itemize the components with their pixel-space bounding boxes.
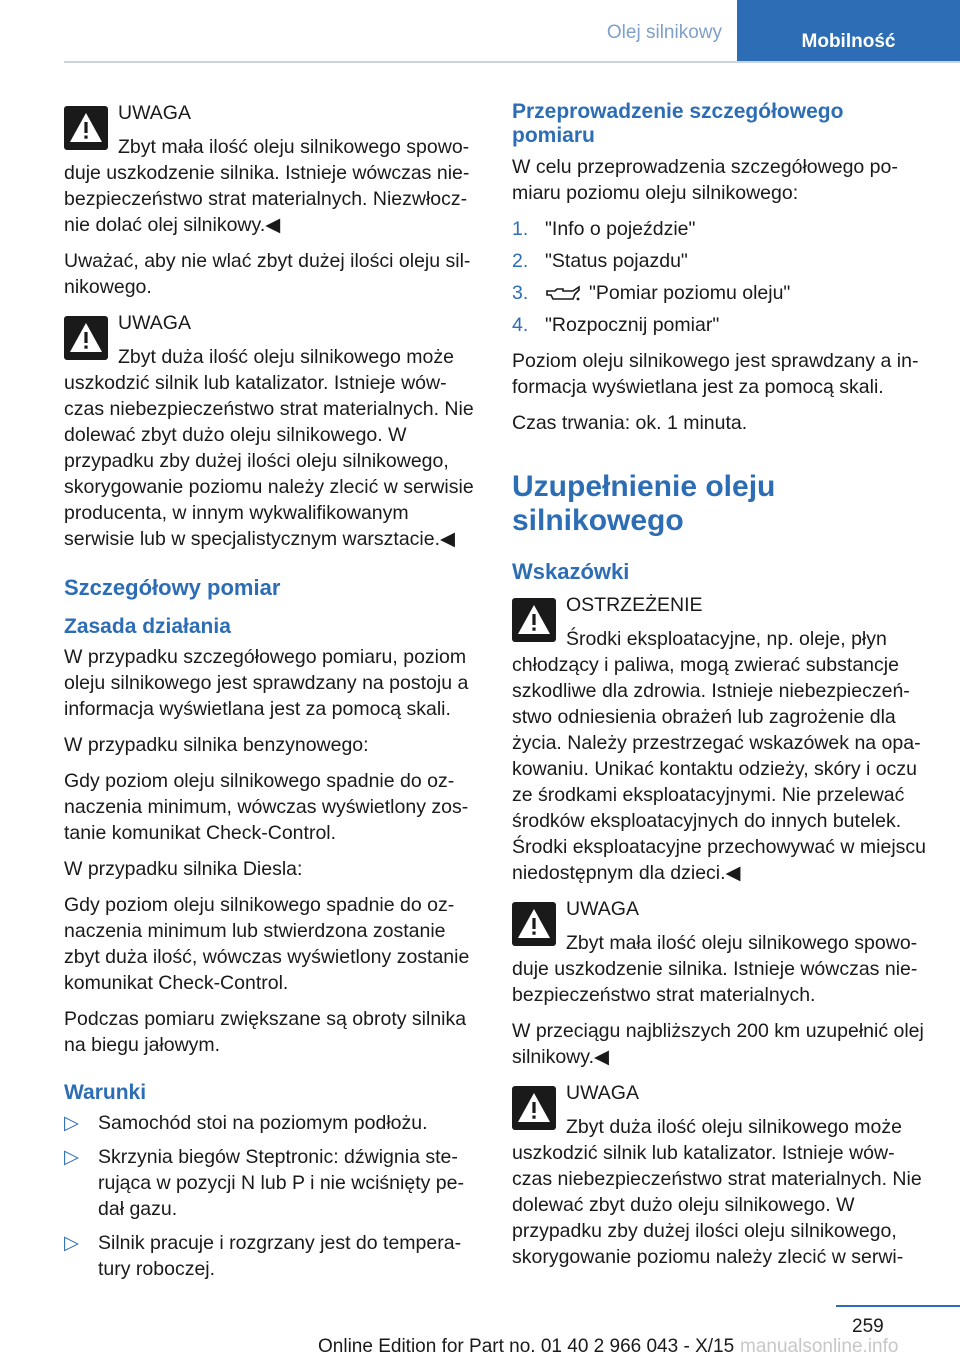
subsection-heading: Zasada działania: [64, 615, 231, 638]
list-item-text: Skrzynia biegów Steptronic: dźwignia sterująca w pozycji N lub P i nie wciśnięty pedał gazu.: [98, 1146, 464, 1220]
paragraph: Gdy poziom oleju silnikowego spadnie do oznaczenia minimum, wówczas wyświetlony zostanie komunikat Check-Control.: [64, 770, 469, 844]
paragraph: Podczas pomiaru zwiększane są obroty silnika na biegu jałowym.: [64, 1008, 467, 1056]
list-item: [64, 1230, 477, 1282]
subsection-heading: Przeprowadzenie szczegółowego pomiaru: [512, 100, 844, 147]
step-number: 2.: [512, 250, 529, 272]
step-text: "Rozpocznij pomiar": [545, 314, 720, 336]
paragraph: W celu przeprowadzenia szczegółowego pomiaru poziomu oleju silnikowego:: [512, 156, 898, 204]
warning-block: [512, 1080, 926, 1270]
list-item: [512, 312, 926, 338]
step-number: 3.: [512, 282, 529, 304]
list-item-text: Samochód stoi na poziomym podłożu.: [98, 1112, 428, 1134]
warning-title: UWAGA: [118, 312, 191, 334]
left-column: [64, 100, 477, 1292]
tab-engine-oil[interactable]: Olej silnikowy: [606, 22, 722, 43]
warning-triangle-icon: [512, 1086, 556, 1130]
page-header: [0, 0, 960, 62]
tab-mobility[interactable]: Mobilność: [737, 0, 960, 62]
oil-can-icon: [545, 285, 581, 303]
list-item: [512, 216, 926, 242]
warning-title: OSTRZEŻENIE: [566, 594, 703, 616]
triangle-bullet-icon: ▷: [64, 1232, 79, 1254]
paragraph: Czas trwania: ok. 1 minuta.: [512, 412, 748, 434]
warning-title: UWAGA: [118, 102, 191, 124]
list-item: [512, 248, 926, 274]
edition-text: Online Edition for Part no. 01 40 2 966 043 - X/15: [318, 1336, 735, 1357]
warning-triangle-icon: [512, 902, 556, 946]
paragraph: W przypadku szczegółowego pomiaru, poziom oleju silnikowego jest sprawdzany na postoju a informacja wyświetlana jest za pomocą skali.: [64, 646, 469, 720]
warning-block: [64, 310, 477, 552]
conditions-list: [64, 1110, 477, 1282]
step-number: 4.: [512, 314, 529, 336]
warning-title: UWAGA: [566, 1082, 639, 1104]
list-item: [512, 280, 926, 306]
warning-block: [512, 896, 926, 1070]
section-heading: Szczegółowy pomiar: [64, 575, 281, 600]
paragraph: Poziom oleju silnikowego jest sprawdzany a informacja wyświetlana jest za pomocą skali.: [512, 350, 919, 398]
warning-text: Zbyt duża ilość oleju silnikowego może uszkodzić silnik lub katalizator. Istnieje wówczas niebezpieczeństwo strat materialnych. Nie dolewać zbyt dużo oleju silnikowego. W przypadku zby dużej ilości oleju silnikowego, skorygowanie poziomu należy zlecić w serwisie producenta, w innym wykwalifikowanym serwisie lub w specjalistycznym warsztacie.◀: [64, 346, 474, 550]
footer-rule: [836, 1305, 960, 1307]
list-item-text: Silnik pracuje i rozgrzany jest do temperatury roboczej.: [98, 1232, 462, 1280]
list-item: [64, 1110, 477, 1136]
warning-triangle-icon: [64, 316, 108, 360]
warning-text: Zbyt mała ilość oleju silnikowego spowoduje uszkodzenie silnika. Istnieje wówczas niebezpieczeństwo strat materialnych. Niezwłocznie dolać olej silnikowy.◀: [64, 136, 470, 236]
warning-triangle-icon: [64, 106, 108, 150]
warning-block: [64, 100, 477, 238]
watermark: manualsonline.info: [740, 1336, 899, 1357]
page-number: 259: [852, 1316, 884, 1337]
subsection-heading: Wskazówki: [512, 559, 630, 584]
step-text: "Pomiar poziomu oleju": [589, 282, 791, 304]
step-text: "Info o pojeździe": [545, 218, 696, 240]
chapter-heading: Uzupełnienie oleju silnikowego: [512, 470, 776, 537]
header-rule: [64, 61, 960, 63]
step-number: 1.: [512, 218, 529, 240]
warning-triangle-icon: [512, 598, 556, 642]
paragraph: Gdy poziom oleju silnikowego spadnie do oznaczenia minimum lub stwierdzona zostanie zbyt duża ilość, wówczas wyświetlony zostanie komunikat Check-Control.: [64, 894, 470, 994]
paragraph: W przypadku silnika Diesla:: [64, 858, 303, 880]
paragraph: W przypadku silnika benzynowego:: [64, 734, 369, 756]
warning-text: Środki eksploatacyjne, np. oleje, płyn chłodzący i paliwa, mogą zwierać substancje szkodliwe dla zdrowia. Istnieje niebezpieczeństwo odniesienia obrażeń lub zagrożenie dla życia. Należy przestrzegać wskazówek na opakowaniu. Unikać kontaktu odzieży, skóry i oczu ze środkami eksploatacyjnymi. Nie przelewać środków eksploatacyjnych do innych butelek. Środki eksploatacyjne przechowywać w miejscu niedostępnym dla dzieci.◀: [512, 628, 927, 884]
warning-text: Zbyt duża ilość oleju silnikowego może uszkodzić silnik lub katalizator. Istnieje wówczas niebezpieczeństwo strat materialnych. Nie dolewać zbyt dużo oleju silnikowego. W przypadku zby dużej ilości oleju silnikowego, skorygowanie poziomu należy zlecić w serwi-: [512, 1116, 922, 1268]
right-column: [512, 100, 926, 1280]
warning-text: Zbyt mała ilość oleju silnikowego spowoduje uszkodzenie silnika. Istnieje wówczas niebezpieczeństwo strat materialnych.: [512, 932, 918, 1006]
triangle-bullet-icon: ▷: [64, 1146, 79, 1168]
triangle-bullet-icon: ▷: [64, 1112, 79, 1134]
warning-title: UWAGA: [566, 898, 639, 920]
warning-text: W przeciągu najbliższych 200 km uzupełnić olej silnikowy.◀: [512, 1020, 924, 1068]
step-text: "Status pojazdu": [545, 250, 688, 272]
list-item: [64, 1144, 477, 1222]
paragraph: Uważać, aby nie wlać zbyt dużej ilości oleju silnikowego.: [64, 250, 471, 298]
warning-block: [512, 592, 926, 886]
steps-list: [512, 216, 926, 338]
subsection-heading: Warunki: [64, 1081, 147, 1104]
